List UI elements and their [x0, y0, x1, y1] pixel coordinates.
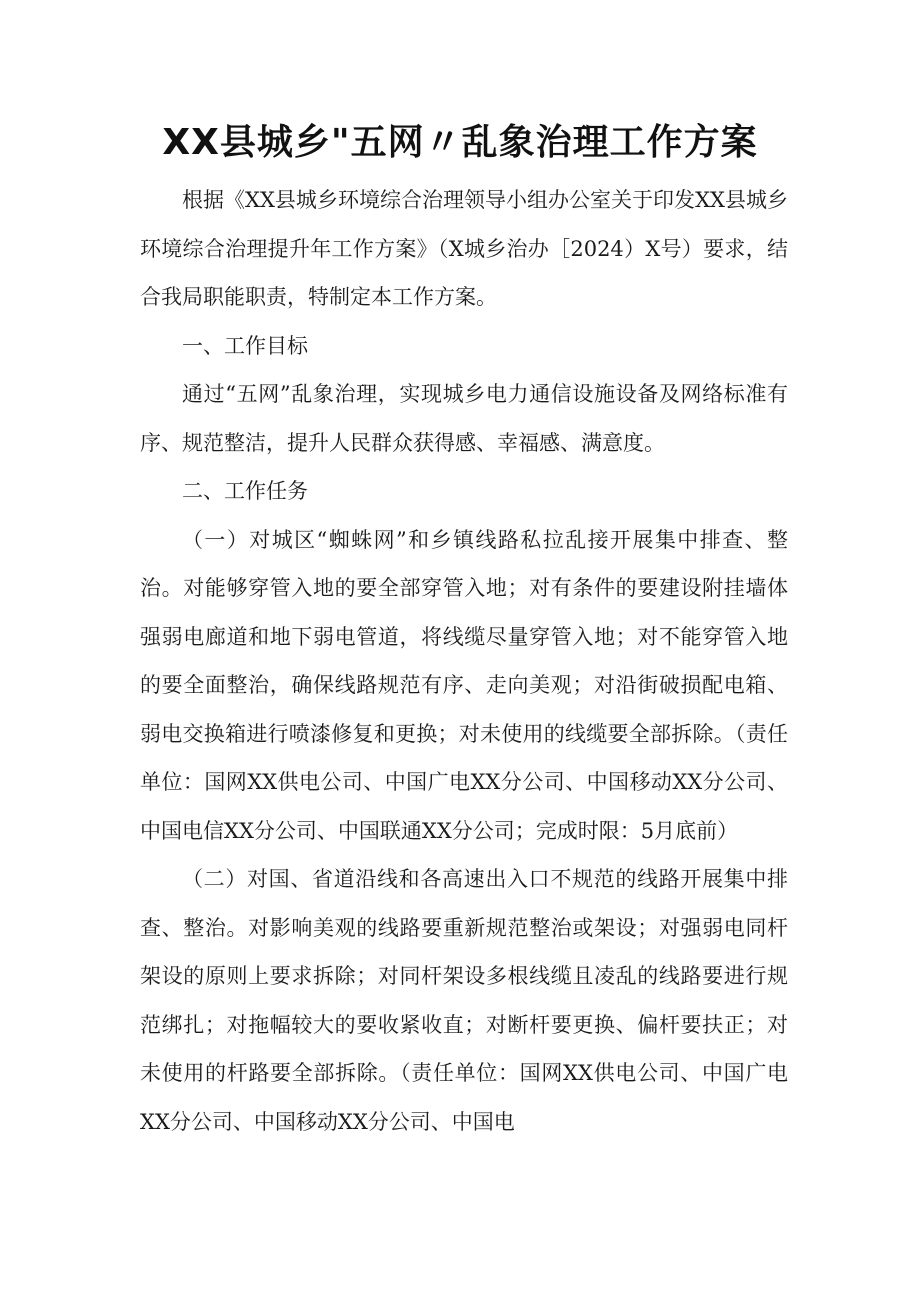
section-heading-tasks: 二、工作任务: [182, 479, 308, 503]
document-title: XX县城乡"五网〃乱象治理工作方案: [162, 122, 758, 163]
goals-paragraph: 通过“五网”乱象治理，实现城乡电力通信设施设备及网络标准有序、规范整洁，提升人民群众获得感、幸福感、满意度。: [140, 382, 788, 455]
document-body: [140, 176, 788, 1146]
task-two-paragraph: （二）对国、省道沿线和各高速出入口不规范的线路开展集中排查、整治。对影响美观的线路要重新规范整治或架设；对强弱电同杆架设的原则上要求拆除；对同杆架设多根线缆且凌乱的线路要进行规范绑扎；对拖幅较大的要收紧收直；对断杆要更换、偏杆要扶正；对未使用的杆路要全部拆除。（责任单位：国网XX供电公司、中国广电XX分公司、中国移动XX分公司、中国电: [140, 867, 788, 1134]
intro-paragraph: 根据《XX县城乡环境综合治理领导小组办公室关于印发XX县城乡环境综合治理提升年工作方案》（X城乡治办［2024）X号）要求，结合我局职能职责，特制定本工作方案。: [140, 188, 788, 309]
section-heading-goals: 一、工作目标: [182, 333, 308, 358]
task-one-paragraph: （一）对城区“蜘蛛网”和乡镇线路私拉乱接开展集中排查、整治。对能够穿管入地的要全部穿管入地；对有条件的要建设附挂墙体强弱电廊道和地下弱电管道，将线缆尽量穿管入地；对不能穿管入地的要全面整治，确保线路规范有序、走向美观；对沿街破损配电箱、弱电交换箱进行喷漆修复和更换；对未使用的线缆要全部拆除。（责任单位：国网XX供电公司、中国广电XX分公司、中国移动XX分公司、中国电信XX分公司、中国联通XX分公司；完成时限：5月底前）: [140, 527, 788, 843]
